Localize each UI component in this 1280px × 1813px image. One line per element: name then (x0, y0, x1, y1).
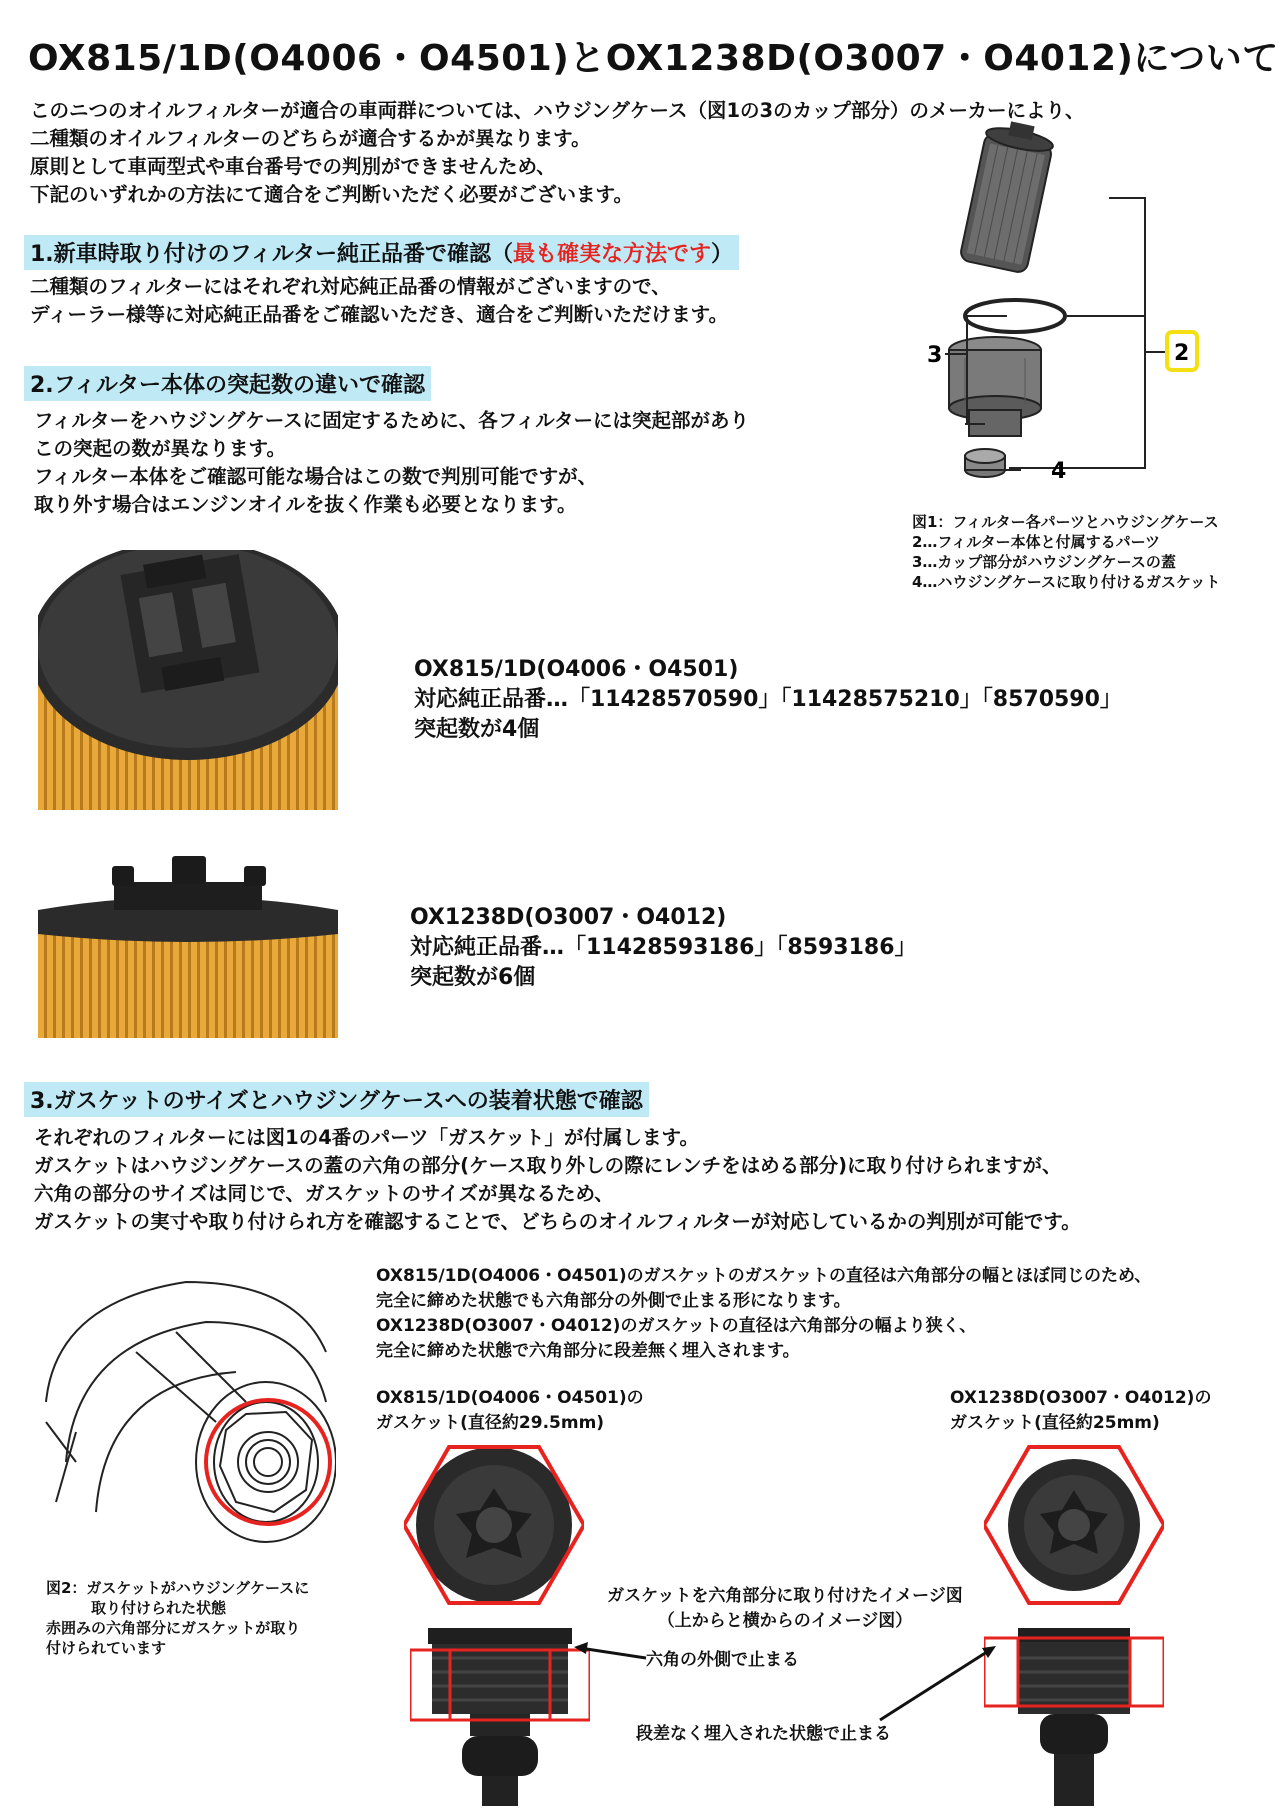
section1-line: 二種類のフィルターにはそれぞれ対応純正品番の情報がございますので、 (30, 275, 671, 298)
section2-heading: 2.フィルター本体の突起数の違いで確認 (24, 366, 431, 401)
section3-body (34, 1124, 1081, 1236)
filter-a-name: OX815/1D(O4006・O4501) (414, 657, 739, 682)
section2-line: フィルター本体をご確認可能な場合はこの数で判別可能ですが、 (34, 465, 598, 488)
caption-line: 3…カップ部分がハウジングケースの蓋 (912, 553, 1176, 571)
gasket-a-top-photo (404, 1444, 584, 1606)
section1-body (30, 273, 728, 329)
gasket-a-label (376, 1386, 644, 1436)
detail-line: 完全に締めた状態で六角部分に段差無く埋入されます。 (376, 1341, 800, 1361)
gasket-b-side-photo (984, 1622, 1164, 1810)
caption-line: 取り付けられた状態 (46, 1599, 227, 1617)
section3-line: それぞれのフィルターには図1の4番のパーツ「ガスケット」が付属します。 (34, 1126, 699, 1149)
section1-heading: 1.新車時取り付けのフィルター純正品番で確認（最も確実な方法です） (24, 235, 739, 270)
page-title: OX815/1D(O4006・O4501)とOX1238D(O3007・O4012)について (28, 38, 1279, 79)
section1-heading-emphasis: 最も確実な方法です (513, 242, 712, 267)
filter-b-oem: 対応純正品番…「11428593186」「8593186」 (410, 935, 917, 960)
gasket-b-label (950, 1386, 1211, 1436)
section2-line: この突起の数が異なります。 (34, 437, 286, 460)
caption-line: 赤囲みの六角部分にガスケットが取り (46, 1619, 301, 1637)
caption-line: 2…フィルター本体と付属するパーツ (912, 533, 1161, 551)
filter-element-illustration (959, 118, 1056, 274)
figure2-drawing (36, 1262, 336, 1562)
section1-line: ディーラー様等に対応純正品番をご確認いただき、適合をご判断いただけます。 (30, 303, 729, 326)
note-flush: 段差なく埋入された状態で止まる (636, 1724, 891, 1744)
filter-a-photo (38, 550, 338, 810)
section2-body (34, 407, 749, 519)
gasket-small-illustration (965, 449, 1005, 477)
filter-b-photo (38, 848, 338, 1038)
section3-line: ガスケットの実寸や取り付けられ方を確認することで、どちらのオイルフィルターが対応しているかの判別が可能です。 (34, 1210, 1081, 1233)
highlight-circle (206, 1400, 330, 1524)
intro-line: 二種類のオイルフィルターのどちらが適合するかが異なります。 (30, 127, 591, 150)
detail-line: 完全に締めた状態でも六角部分の外側で止まる形になります。 (376, 1291, 851, 1311)
gasket-b-label-line: ガスケット(直径約25mm) (950, 1413, 1160, 1433)
section3-line: ガスケットはハウジングケースの蓋の六角の部分(ケース取り外しの際にレンチをはめる部分)に取り付けられますが、 (34, 1154, 1062, 1177)
section3-heading: 3.ガスケットのサイズとハウジングケースへの装着状態で確認 (24, 1082, 649, 1117)
filter-a-bumps: 突起数が4個 (414, 717, 540, 742)
section3-detail (376, 1264, 1151, 1364)
caption-line: 4…ハウジングケースに取り付けるガスケット (912, 573, 1221, 591)
callout-3: 3 (927, 343, 943, 368)
caption-line: 図2：ガスケットがハウジングケースに (46, 1579, 310, 1597)
detail-line: OX815/1D(O4006・O4501)のガスケットのガスケットの直径は六角部分の幅とほぼ同じのため、 (376, 1266, 1152, 1286)
callout-2: 2 (1174, 341, 1190, 366)
image-note-line: ガスケットを六角部分に取り付けたイメージ図 (607, 1586, 963, 1606)
filter-b-name: OX1238D(O3007・O4012) (410, 905, 727, 930)
figure1-diagram (905, 118, 1235, 498)
gasket-b-top-photo (984, 1444, 1164, 1606)
section2-line: フィルターをハウジングケースに固定するために、各フィルターには突起部があり (34, 409, 749, 432)
figure2-caption (46, 1578, 309, 1658)
housing-cap-illustration (949, 337, 1041, 436)
image-note-line: （上からと横からのイメージ図） (657, 1611, 913, 1631)
caption-line: 付けられています (46, 1639, 167, 1657)
intro-line: 原則として車両型式や車台番号での判別ができませんため、 (30, 155, 556, 178)
filter-a-info (414, 655, 1122, 745)
filter-b-info (410, 903, 917, 993)
caption-line: 図1：フィルター各パーツとハウジングケース (912, 513, 1219, 531)
section2-line: 取り外す場合はエンジンオイルを抜く作業も必要となります。 (34, 493, 577, 516)
note-outside: 六角の外側で止まる (646, 1650, 799, 1670)
figure1-caption (912, 512, 1220, 592)
gasket-a-label-line: ガスケット(直径約29.5mm) (376, 1413, 605, 1433)
gasket-b-label-line: OX1238D(O3007・O4012)の (950, 1388, 1212, 1408)
filter-a-oem: 対応純正品番…「11428570590」「11428575210」「8570590」 (414, 687, 1122, 712)
intro-line: このニつのオイルフィルターが適合の車両群については、ハウジングケース（図1の3のカップ部分）のメーカーにより、 (30, 99, 1085, 122)
gasket-a-label-line: OX815/1D(O4006・O4501)の (376, 1388, 644, 1408)
section3-line: 六角の部分のサイズは同じで、ガスケットのサイズが異なるため、 (34, 1182, 614, 1205)
callout-4: 4 (1051, 459, 1067, 484)
image-note (578, 1584, 992, 1634)
filter-b-bumps: 突起数が6個 (410, 965, 536, 990)
intro-line: 下記のいずれかの方法にて適合をご判断いただく必要がございます。 (30, 183, 633, 206)
detail-line: OX1238D(O3007・O4012)のガスケットの直径は六角部分の幅より狭く、 (376, 1316, 977, 1336)
